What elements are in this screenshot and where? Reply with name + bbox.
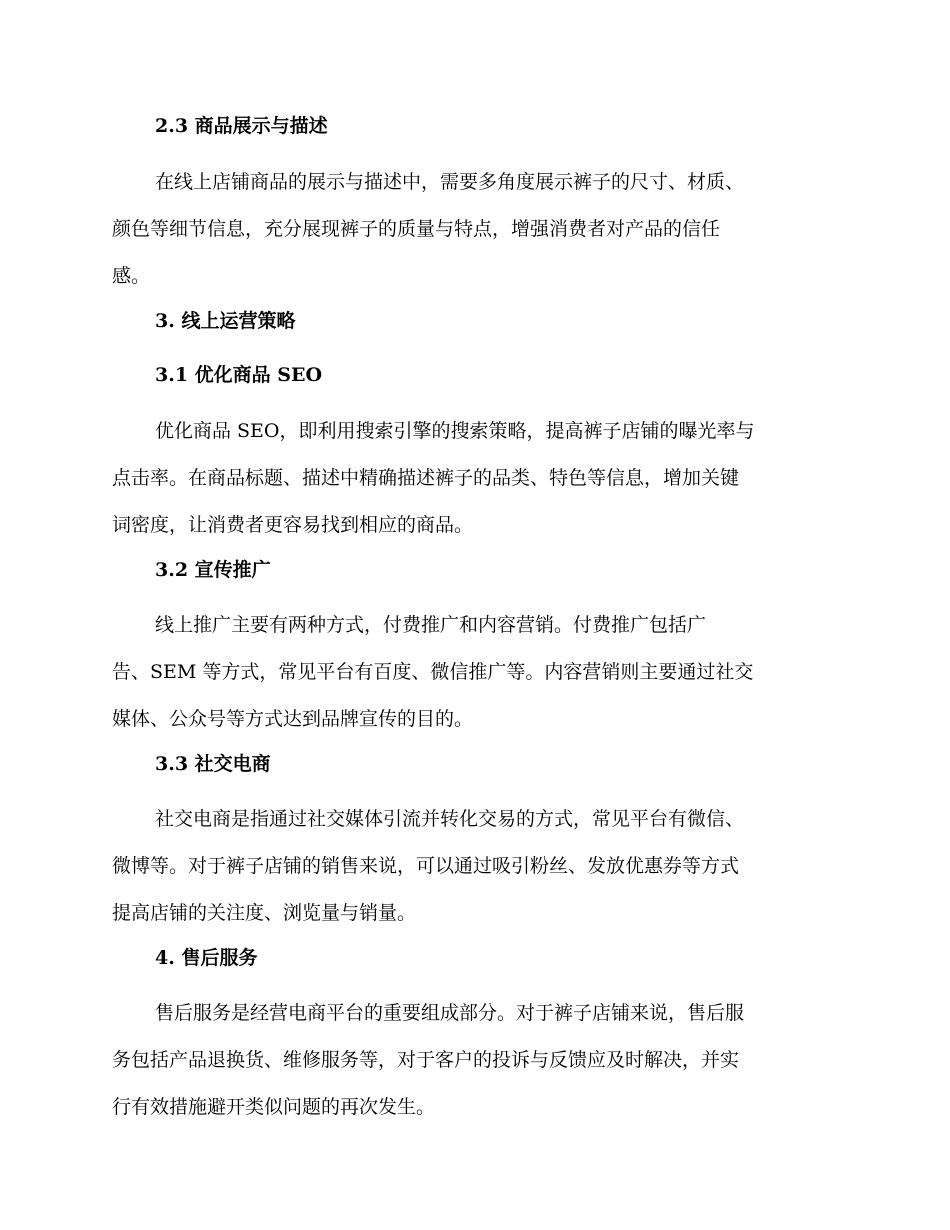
section-heading-3-1: 3.1 优化商品 SEO	[155, 364, 323, 386]
paragraph-line: 点击率。在商品标题、描述中精确描述裤子的品类、特色等信息，增加关键	[112, 467, 740, 489]
paragraph-line: 微博等。对于裤子店铺的销售来说，可以通过吸引粉丝、发放优惠券等方式	[112, 855, 740, 877]
section-heading-2-3: 2.3 商品展示与描述	[155, 115, 328, 137]
section-heading-3-3: 3.3 社交电商	[155, 753, 271, 775]
paragraph-line: 媒体、公众号等方式达到品牌宣传的目的。	[112, 708, 474, 730]
paragraph-line: 颜色等细节信息，充分展现裤子的质量与特点，增强消费者对产品的信任	[112, 218, 721, 240]
section-heading-4: 4. 售后服务	[155, 947, 258, 969]
section-paragraph-3-3	[112, 796, 832, 937]
section-heading-3-2: 3.2 宣传推广	[155, 559, 271, 581]
section-paragraph-2-3	[112, 159, 832, 300]
paragraph-line: 社交电商是指通过社交媒体引流并转化交易的方式，常见平台有微信、	[155, 808, 745, 830]
section-paragraph-3-2	[112, 602, 832, 743]
paragraph-line: 售后服务是经营电商平台的重要组成部分。对于裤子店铺来说，售后服	[155, 1002, 745, 1024]
paragraph-line: 告、SEM 等方式，常见平台有百度、微信推广等。内容营销则主要通过社交	[112, 661, 754, 683]
section-paragraph-3-1	[112, 408, 832, 549]
paragraph-line: 务包括产品退换货、维修服务等，对于客户的投诉与反馈应及时解决，并实	[112, 1049, 740, 1071]
paragraph-line: 在线上店铺商品的展示与描述中，需要多角度展示裤子的尺寸、材质、	[155, 171, 745, 193]
paragraph-line: 优化商品 SEO，即利用搜索引擎的搜索策略，提高裤子店铺的曝光率与	[155, 420, 755, 442]
paragraph-line: 行有效措施避开类似问题的再次发生。	[112, 1096, 436, 1118]
paragraph-line: 线上推广主要有两种方式，付费推广和内容营销。付费推广包括广	[155, 614, 707, 636]
paragraph-line: 提高店铺的关注度、浏览量与销量。	[112, 902, 417, 924]
section-paragraph-4	[112, 990, 832, 1131]
paragraph-line: 词密度，让消费者更容易找到相应的商品。	[112, 514, 474, 536]
paragraph-line: 感。	[112, 265, 151, 287]
section-heading-3: 3. 线上运营策略	[155, 310, 296, 332]
